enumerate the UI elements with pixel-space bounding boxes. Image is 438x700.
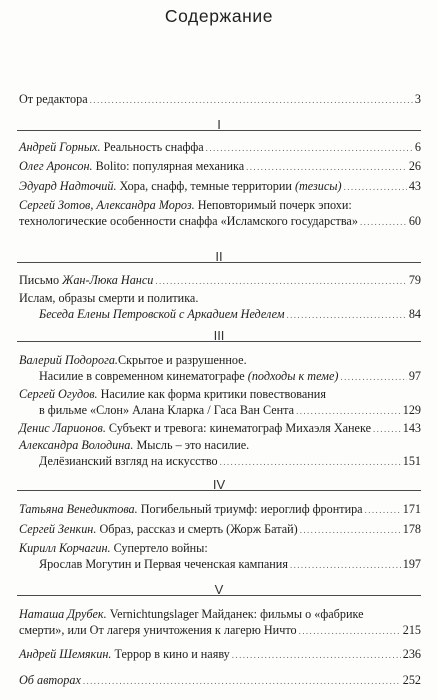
toc-entry[interactable] [19,178,421,194]
toc-entry[interactable] [19,420,421,436]
dot-leader [232,647,401,663]
dot-leader [220,454,401,470]
entry-title: Субъект и тревога: кинематограф Михаэля Ханеке [108,421,371,435]
page-number: 79 [408,273,421,287]
entry-title: Хора, снафф, темные территории [119,179,292,193]
entry-title-continued: в фильме «Слон» Алана Кларка / Гаса Ван Сента [39,403,295,417]
entry-title: Vernichtungslager Майданек: фильмы о «фабрике [109,607,364,621]
toc-entry-about-authors[interactable] [19,672,421,688]
page-number: 252 [402,673,421,687]
toc-entry[interactable] [19,437,421,469]
entry-title-continued: технологические особенности снаффа «Исламского государства» [19,214,358,228]
page-number: 43 [408,179,421,193]
page-number: 215 [402,623,421,637]
entry-title: Террор в кино и наяву [114,647,230,661]
section-numeral: III [213,328,225,343]
entry-author: Денис Ларионов. [19,421,106,435]
dot-leader [300,522,401,538]
entry-author: Александра Володина. [19,438,134,452]
entry-author: Сергей Огудов. [19,387,98,401]
entry-author: Сергей Зенкин. [19,522,97,536]
toc-entry[interactable] [19,646,421,662]
toc-entry[interactable] [19,272,421,288]
toc-entry[interactable] [19,158,421,174]
page-number: 197 [402,557,421,571]
dot-leader [296,403,401,419]
page-number: 26 [408,159,421,173]
entry-title-note: (тезисы) [294,179,342,193]
page-number: 60 [408,214,421,228]
toc-entry[interactable] [19,352,421,384]
entry-title-note: (подходы к теме) [247,369,339,383]
dot-leader [246,159,407,175]
toc-entry[interactable] [19,290,421,322]
entry-title-continued: Делёзианский взгляд на искусство [39,454,218,468]
toc-entry[interactable] [19,139,421,155]
entry-title: Реальность снаффа [103,140,204,154]
entry-author: Жан-Люка Нанси [62,273,154,287]
toc-entry[interactable] [19,197,421,229]
dot-leader [344,179,407,195]
toc-entry[interactable] [19,521,421,537]
entry-title-continued: Насилие в современном кинематографе [39,369,245,383]
entry-author: Эдуард Надточий. [19,179,117,193]
page-title: Содержание [164,6,274,26]
dot-leader [90,92,413,108]
entry-author: Сергей Зотов, Александра Мороз. [19,198,195,212]
section-numeral: II [215,249,223,264]
dot-leader [299,623,401,639]
entry-author: Андрей Шемякин. [19,647,112,661]
entry-title: От редактора [19,92,88,106]
entry-title: Мысль – это насилие. [136,438,250,452]
page-number: 84 [408,307,421,321]
page-number: 3 [414,92,421,106]
dot-leader [365,502,401,518]
page-number: 171 [402,502,421,516]
dot-leader [286,307,406,323]
entry-prefix: Письмо [19,273,60,287]
entry-title: Супертело войны: [113,541,208,555]
page-number: 178 [402,522,421,536]
entry-author: Андрей Горных. [19,140,101,154]
entry-title: Погибельный триумф: иероглиф фронтира [140,502,363,516]
page-number: 129 [402,403,421,417]
dot-leader [340,369,406,385]
entry-subtitle: Беседа Елены Петровской с Аркадием Неделем [39,307,285,321]
section-numeral: I [217,117,221,132]
page-number: 97 [408,369,421,383]
page-number: 143 [402,421,421,435]
dot-leader [360,214,407,230]
section-numeral: IV [212,477,226,492]
toc-entry[interactable] [19,540,421,572]
entry-title-continued: Ярослав Могутин и Первая чеченская кампания [39,557,288,571]
toc-entry[interactable] [19,386,421,418]
page-number: 151 [402,454,421,468]
entry-title-continued: смерти», или От лагеря уничтожения к лагерю Ничто [19,623,297,637]
entry-title: Ислам, образы смерти и политика. [19,291,199,305]
page-number: 236 [402,647,421,661]
dot-leader [373,421,401,437]
entry-author: Валерий Подорога. [19,353,118,367]
entry-title: Bolito: популярная механика [95,159,245,173]
dot-leader [290,557,401,573]
entry-author: Наташа Друбек. [19,607,107,621]
entry-title: Насилие как форма критики повествования [100,387,326,401]
dot-leader [206,140,413,156]
page-number: 6 [414,140,421,154]
entry-title: Неповторимый почерк эпохи: [197,198,352,212]
toc-entry[interactable] [19,501,421,517]
entry-title: Скрытое и разрушенное. [117,353,247,367]
entry-title: Образ, рассказ и смерть (Жорж Батай) [99,522,298,536]
entry-author: Кирилл Корчагин. [19,541,111,555]
section-numeral: V [214,582,224,597]
entry-author: Татьяна Венедиктова. [19,502,138,516]
entry-author: Олег Аронсон. [19,159,93,173]
dot-leader [83,673,401,689]
toc-entry-editor[interactable] [19,91,421,107]
entry-title: Об авторах [19,673,81,687]
toc-entry[interactable] [19,606,421,638]
dot-leader [155,273,406,289]
